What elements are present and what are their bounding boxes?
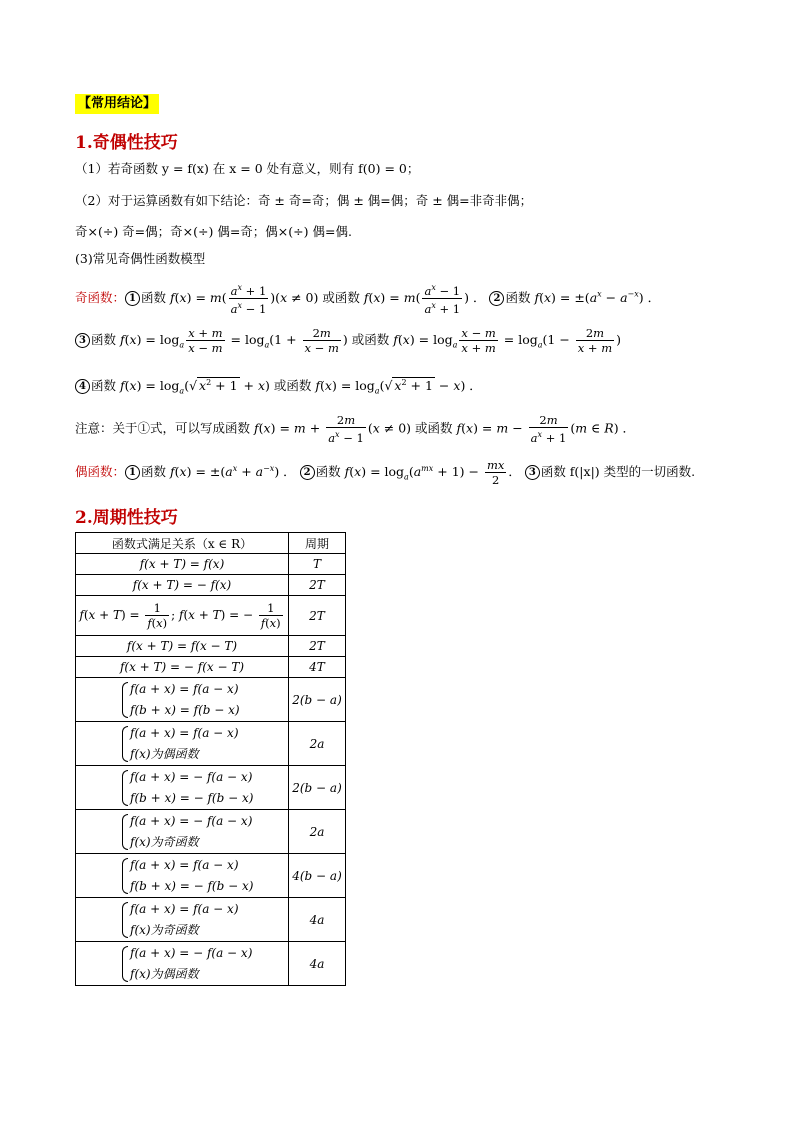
heading-period: 2.周期性技巧 [75, 508, 178, 528]
odd-function-log-models: 3 函数 $f(x) = \log_a$ $\frac{x + m}{x - m}$ = $\log_a(1$ + $\frac{2m}{x - m}$ ) 或函数 $f(x) = \log_a$ $\frac{x - m}{x + m}$ = $\log_a(1$ − $\frac{2m}{x + m}$ ) [75, 326, 621, 355]
even-label: 偶函数： [75, 464, 126, 479]
table-row: f(x + T) = $\frac{1}{f(x)}$ ; f(x + T) = − $\frac{1}{f(x)}$ 2T [76, 596, 346, 636]
parity-point-3: 奇×(÷) 奇=偶；奇×(÷) 偶=奇；偶×(÷) 偶=偶. [75, 224, 352, 239]
marker-4: 4 [75, 379, 90, 394]
marker-1: 1 [125, 291, 140, 306]
odd-function-sqrt-models: 4 函数 $f(x) = \log_a(√$ $x^2 + 1 + x$) 或函数 $f(x) = \log_a(√$ $x^2 + 1 - x$) ． [75, 374, 482, 401]
marker-2: 2 [489, 291, 504, 306]
parity-point-2: （2）对于运算函数有如下结论：奇 ± 奇=奇；偶 ± 偶=偶；奇 ± 偶=非奇非偶； [75, 193, 533, 208]
marker-3: 3 [75, 333, 90, 348]
note-label: 注意：关于①式，可以写成函数 [75, 420, 251, 436]
period-table [75, 532, 346, 986]
parity-point-1: （1）若奇函数 y = f(x) 在 x = 0 处有意义，则有 f(0) = 0； [75, 161, 420, 176]
table-row: f(a + x) = f(a − x) f(x)为奇函数 4a [76, 898, 346, 942]
table-row: f(a + x) = − f(a − x) f(x)为偶函数 4a [76, 942, 346, 986]
section-tag: 【常用结论】 [75, 94, 159, 114]
table-row: f(a + x) = − f(a − x) f(x)为奇函数 2a [76, 810, 346, 854]
parity-note: 注意：关于①式，可以写成函数 f(x) = m + $\frac{2m}{a^x - 1}$ (x ≠ 0) 或函数 f(x) = m − $\frac{2m}{a^x + 1}$ (m ∈ R) ． [75, 413, 636, 445]
odd-function-models: 奇函数： 1 函数 f(x) = m( $\frac{a^x + 1}{a^x - 1}$ )(x ≠ 0) 或函数 f(x) = m( $\frac{a^x - 1}{a^x + 1}$ ) ． 2 函数 $f(x) = \pm(a^x - a^{-x})$ ． [75, 283, 661, 316]
table-row: f(x + T) = − f(x − T) 4T [76, 657, 346, 678]
table-row: f(x + T) = − f(x) 2T [76, 575, 346, 596]
even-model-3: 函数 f(|x|) 类型的一切函数. [540, 464, 696, 479]
table-row: f(a + x) = − f(a − x) f(b + x) = − f(b − x) 2(b − a) [76, 766, 346, 810]
table-row: f(a + x) = f(a − x) f(b + x) = f(b − x) 2(b − a) [76, 678, 346, 722]
odd-label: 奇函数： [75, 289, 126, 305]
table-row: f(a + x) = f(a − x) f(b + x) = − f(b − x) 4(b − a) [76, 854, 346, 898]
table-header-condition: 函数式满足关系（x ∈ R） [76, 533, 289, 554]
table-header-period: 周期 [289, 533, 346, 554]
heading-parity: 1.奇偶性技巧 [75, 133, 178, 153]
parity-point-4: (3)常见奇偶性函数模型 [75, 251, 206, 266]
even-function-models: 偶函数： 1 函数 $f(x) = \pm(a^x + a^{-x})$ ． 2 函数 $f(x) = \log_a(a^{mx} + 1)$ − $\frac{mx}{2}$ ． 3 函数 f(|x|) 类型的一切函数. [75, 458, 696, 487]
table-row: f(x + T) = f(x − T) 2T [76, 636, 346, 657]
table-row: f(a + x) = f(a − x) f(x)为偶函数 2a [76, 722, 346, 766]
table-row: f(x + T) = f(x) T [76, 554, 346, 575]
